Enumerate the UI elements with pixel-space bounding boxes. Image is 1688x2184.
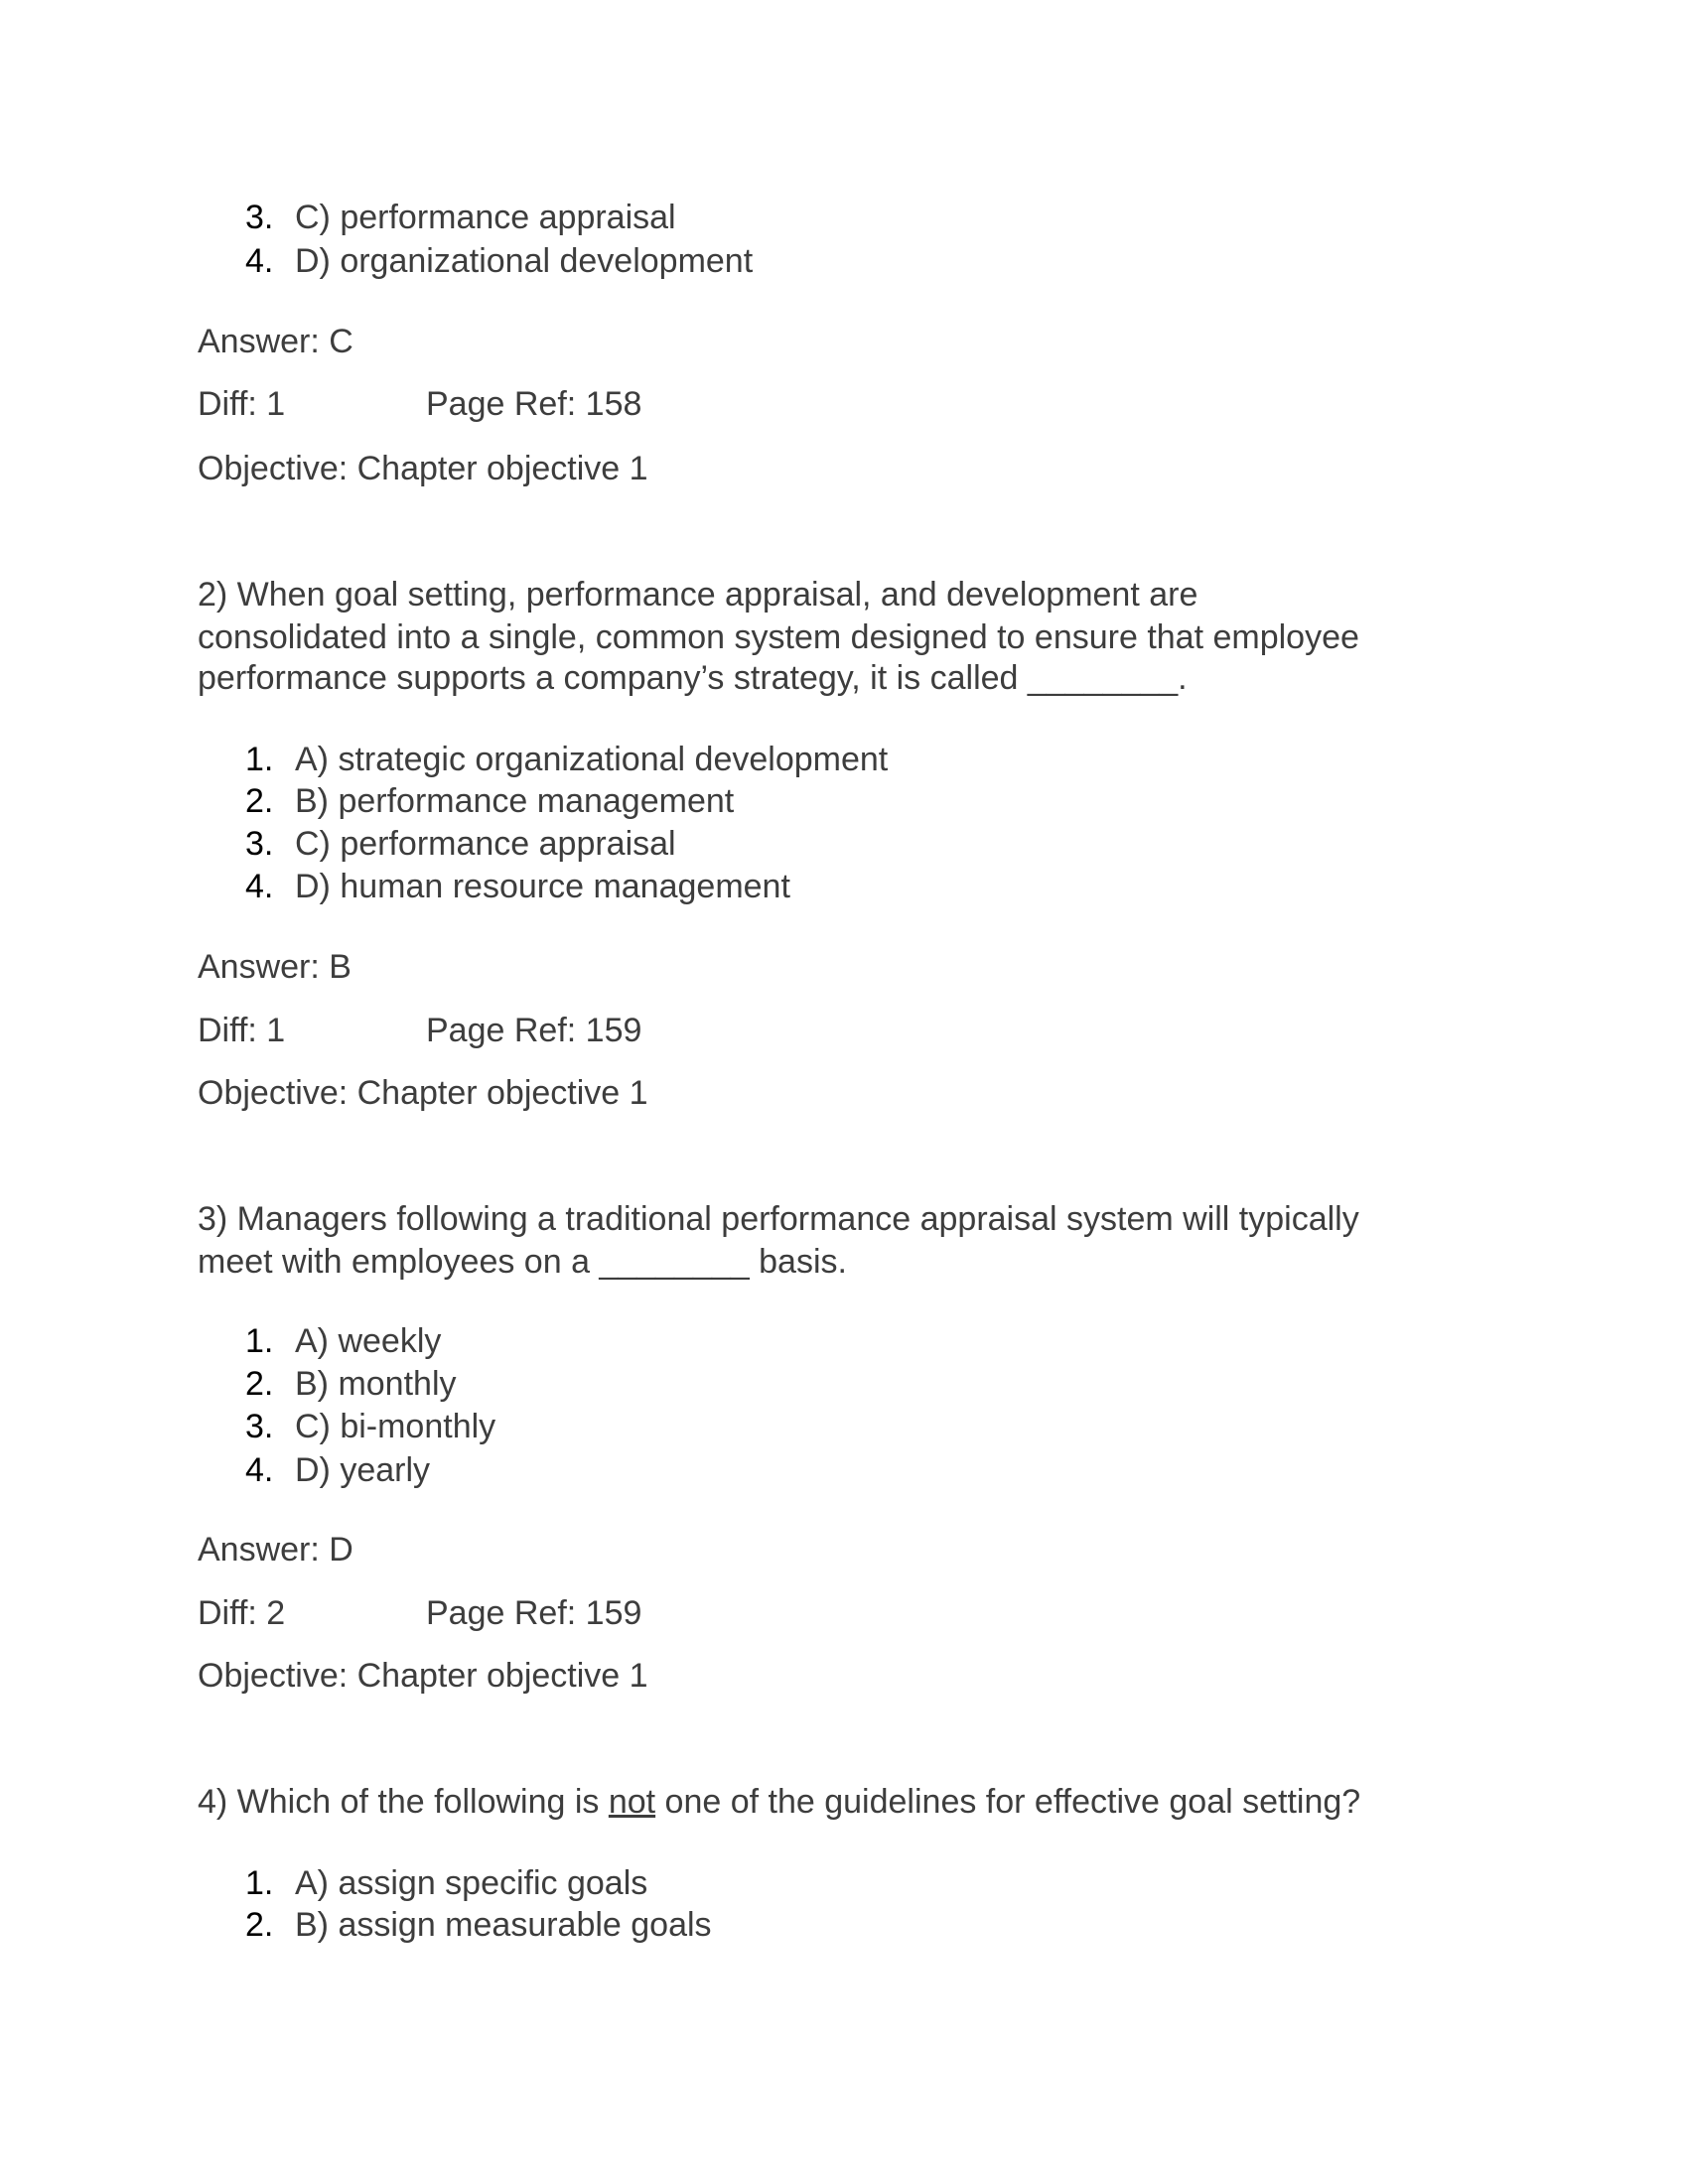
option-text: C) performance appraisal xyxy=(295,199,676,236)
question-text-line: meet with employees on a ________ basis. xyxy=(198,1243,847,1281)
diff-row xyxy=(198,1010,793,1052)
option-item xyxy=(245,739,888,781)
option-text: A) assign specific goals xyxy=(295,1864,648,1902)
answer: Answer: C xyxy=(198,323,353,360)
option-number: 1. xyxy=(245,741,274,778)
question-suffix: one of the guidelines for effective goal setting? xyxy=(655,1783,1361,1821)
option-text: B) performance management xyxy=(295,782,735,820)
option-number: 2. xyxy=(245,782,274,820)
page-ref: Page Ref: 158 xyxy=(426,385,642,423)
question-text-line: 2) When goal setting, performance appraisal, and development are xyxy=(198,576,1198,614)
option-text: D) organizational development xyxy=(295,242,754,280)
option-number: 2. xyxy=(245,1365,274,1403)
objective: Objective: Chapter objective 1 xyxy=(198,1657,648,1695)
objective: Objective: Chapter objective 1 xyxy=(198,450,648,487)
diff-row xyxy=(198,1592,793,1635)
option-number: 4. xyxy=(245,1451,274,1489)
answer: Answer: D xyxy=(198,1531,353,1569)
option-item xyxy=(245,1904,712,1947)
option-number: 3. xyxy=(245,199,274,236)
option-item xyxy=(245,823,676,866)
option-text: B) monthly xyxy=(295,1365,457,1403)
option-text: C) bi-monthly xyxy=(295,1408,496,1445)
option-text: D) human resource management xyxy=(295,868,790,905)
page-ref: Page Ref: 159 xyxy=(426,1594,642,1632)
answer: Answer: B xyxy=(198,948,352,986)
question-prefix: 4) Which of the following is xyxy=(198,1783,609,1821)
question-text-line: consolidated into a single, common system designed to ensure that employee xyxy=(198,618,1359,656)
option-text: C) performance appraisal xyxy=(295,825,676,863)
option-item xyxy=(245,197,676,239)
option-item xyxy=(245,866,790,908)
option-item xyxy=(245,1862,647,1905)
question-text-line: 3) Managers following a traditional performance appraisal system will typically xyxy=(198,1200,1359,1238)
option-item xyxy=(245,1449,430,1492)
option-text: A) weekly xyxy=(295,1322,442,1360)
question-text-line: performance supports a company’s strategy, it is called ________. xyxy=(198,659,1188,697)
question-text-line xyxy=(198,1781,1360,1824)
option-number: 4. xyxy=(245,868,274,905)
option-item xyxy=(245,1406,495,1448)
option-text: D) yearly xyxy=(295,1451,431,1489)
diff-row xyxy=(198,383,793,426)
option-item xyxy=(245,1363,457,1406)
option-number: 2. xyxy=(245,1906,274,1944)
option-item xyxy=(245,1320,441,1363)
option-item xyxy=(245,780,734,823)
objective: Objective: Chapter objective 1 xyxy=(198,1074,648,1112)
difficulty: Diff: 1 xyxy=(198,1012,286,1049)
option-text: A) strategic organizational development xyxy=(295,741,889,778)
question-emphasis: not xyxy=(608,1783,656,1821)
option-number: 3. xyxy=(245,1408,274,1445)
page-ref: Page Ref: 159 xyxy=(426,1012,642,1049)
option-number: 1. xyxy=(245,1864,274,1902)
difficulty: Diff: 1 xyxy=(198,385,286,423)
option-item xyxy=(245,240,753,283)
difficulty: Diff: 2 xyxy=(198,1594,286,1632)
option-number: 4. xyxy=(245,242,274,280)
option-number: 3. xyxy=(245,825,274,863)
option-number: 1. xyxy=(245,1322,274,1360)
option-text: B) assign measurable goals xyxy=(295,1906,712,1944)
